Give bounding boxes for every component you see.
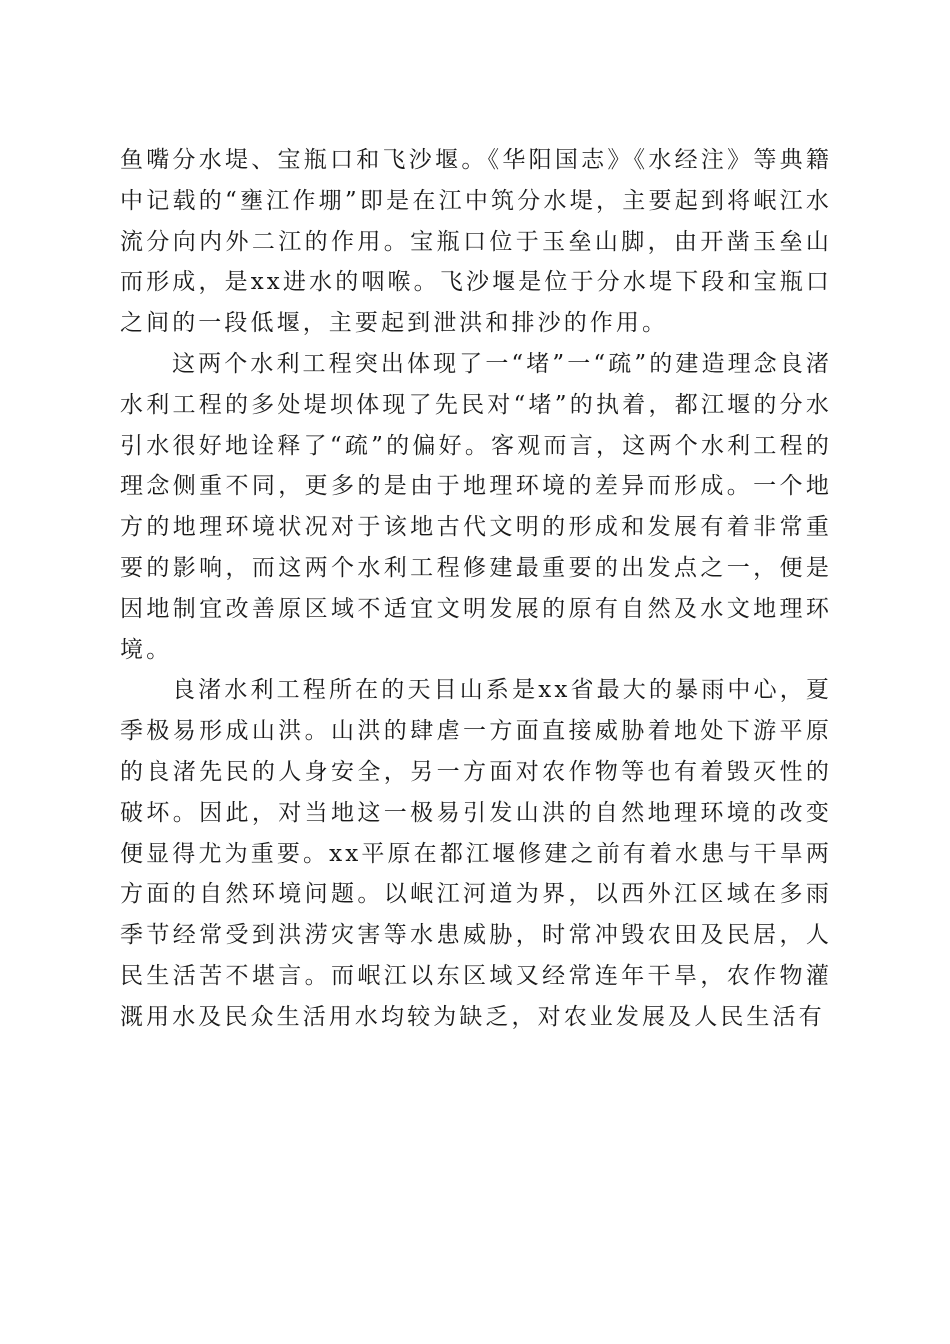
body-text [120,140,832,1038]
paragraph-1: 鱼嘴分水堤、宝瓶口和飞沙堰。《华阳国志》《水经注》等典籍中记载的“壅江作堋”即是在江中筑分水堤，主要起到将岷江水流分向内外二江的作用。宝瓶口位于玉垒山脚，由开凿玉垒山而形成，是xx进水的咽喉。飞沙堰是位于分水堤下段和宝瓶口之间的一段低堰，主要起到泄洪和排沙的作用。 [120,147,832,337]
paragraph-2: 这两个水利工程突出体现了一“堵”一“疏”的建造理念良渚水利工程的多处堤坝体现了先民对“堵”的执着，都江堰的分水引水很好地诠释了“疏”的偏好。客观而言，这两个水利工程的理念侧重不同，更多的是由于地理环境的差异而形成。一个地方的地理环境状况对于该地古代文明的形成和发展有着非常重要的影响，而这两个水利工程修建最重要的出发点之一，便是因地制宜改善原区域不适宜文明发展的原有自然及水文地理环境。 [120,350,832,663]
paragraph-3: 良渚水利工程所在的天目山系是xx省最大的暴雨中心，夏季极易形成山洪。山洪的肆虐一方面直接威胁着地处下游平原的良渚先民的人身安全，另一方面对农作物等也有着毁灭性的破坏。因此，对当地这一极易引发山洪的自然地理环境的改变便显得尤为重要。xx平原在都江堰修建之前有着水患与干旱两方面的自然环境问题。以岷江河道为界，以西外江区域在多雨季节经常受到洪涝灾害等水患威胁，时常冲毁农田及民居，人民生活苦不堪言。而岷江以东区域又经常连年干旱，农作物灌溉用水及民众生活用水均较为缺乏，对农业发展及人民生活有 [120,677,832,1030]
